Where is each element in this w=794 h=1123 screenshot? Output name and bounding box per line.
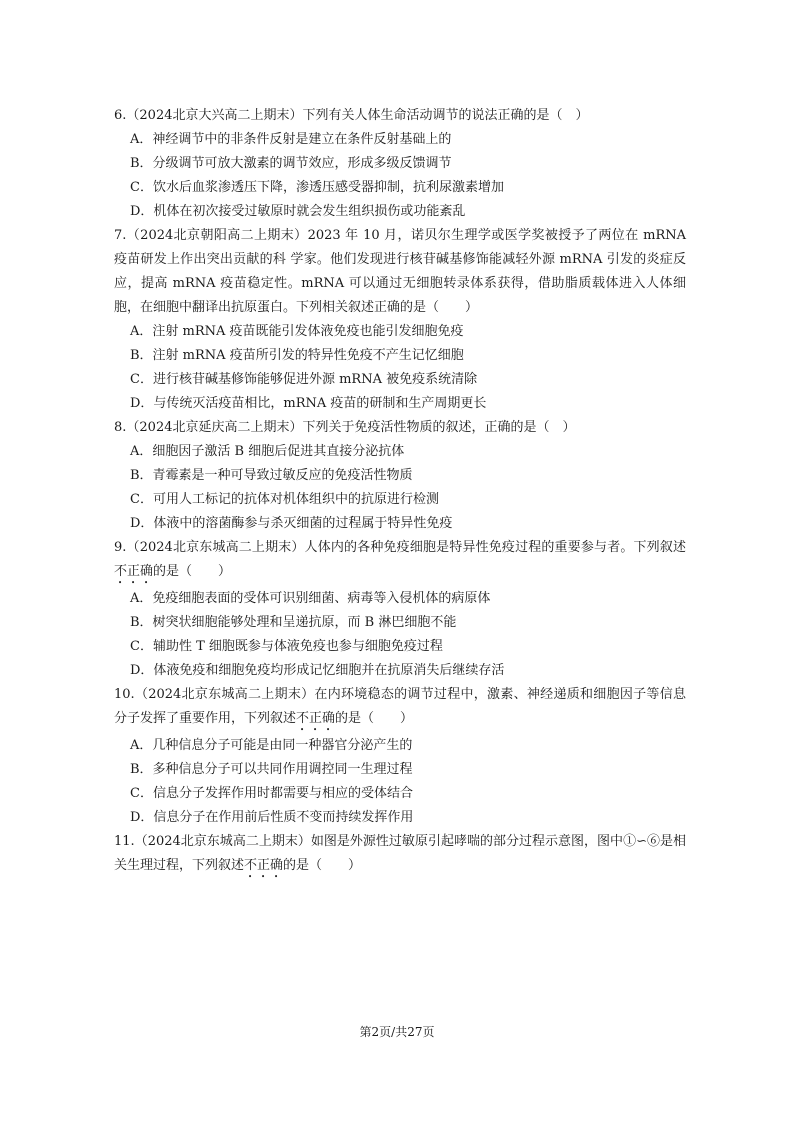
option-b: B．注射 mRNA 疫苗所引发的特异性免疫不产生记忆细胞 xyxy=(130,348,464,363)
stem-text: 11.（2024北京东城高二上期末）如图是外源性过敏原引起哮喘的部分过程示意图，图中①∽⑥是相关生理过程，下列叙述 xyxy=(114,834,686,873)
option-d: D．体液中的溶菌酶参与杀灭细菌的过程属于特异性免疫 xyxy=(130,516,453,531)
stem-text: 9.（2024北京东城高二上期末）人体内的各种免疫细胞是特异性免疫过程的重要参与者。下列叙述 xyxy=(114,540,686,555)
stem-tail: 的是（ ） xyxy=(335,711,414,726)
option-d: D．机体在初次接受过敏原时就会发生组织损伤或功能紊乱 xyxy=(130,204,466,219)
question-stem xyxy=(114,536,686,587)
question-6 xyxy=(114,104,686,224)
option-d: D．信息分子在作用前后性质不变而持续发挥作用 xyxy=(130,810,414,825)
option-b: B．多种信息分子可以共同作用调控同一生理过程 xyxy=(130,762,413,777)
question-stem xyxy=(114,830,686,881)
option-b: B．分级调节可放大激素的调节效应，形成多级反馈调节 xyxy=(130,156,452,171)
option-a: A．几种信息分子可能是由同一种器官分泌产生的 xyxy=(130,738,413,753)
option-c: C．饮水后血浆渗透压下降，渗透压感受器抑制，抗利尿激素增加 xyxy=(130,180,504,195)
question-stem: 6.（2024北京大兴高二上期末）下列有关人体生命活动调节的说法正确的是（ ） xyxy=(114,108,589,123)
question-stem xyxy=(114,683,686,734)
emphasis-not-correct: 不正确 xyxy=(114,564,154,579)
question-10 xyxy=(114,683,686,830)
question-8 xyxy=(114,416,686,536)
page-footer: 第2页/共27页 xyxy=(359,1025,435,1039)
option-c: C．信息分子发挥作用时都需要与相应的受体结合 xyxy=(130,786,413,801)
option-c: C．可用人工标记的抗体对机体组织中的抗原进行检测 xyxy=(130,492,439,507)
question-stem: 8.（2024北京延庆高二上期末）下列关于免疫活性物质的叙述，正确的是（ ） xyxy=(114,420,576,435)
option-d: D．与传统灭活疫苗相比，mRNA 疫苗的研制和生产周期更长 xyxy=(130,396,487,411)
question-11 xyxy=(114,830,686,881)
question-list xyxy=(114,104,686,881)
option-c: C．辅助性 T 细胞既参与体液免疫也参与细胞免疫过程 xyxy=(130,639,443,654)
option-b: B．青霉素是一种可导致过敏反应的免疫活性物质 xyxy=(130,468,413,483)
option-d: D．体液免疫和细胞免疫均形成记忆细胞并在抗原消失后继续存活 xyxy=(130,663,505,678)
emphasis-not-correct: 不正确 xyxy=(296,711,336,726)
option-b: B．树突状细胞能够处理和呈递抗原，而 B 淋巴细胞不能 xyxy=(130,615,457,630)
option-a: A．免疫细胞表面的受体可识别细菌、病毒等入侵机体的病原体 xyxy=(130,591,491,606)
question-9 xyxy=(114,536,686,683)
option-a: A．细胞因子激活 B 细胞后促进其直接分泌抗体 xyxy=(130,444,405,459)
option-a: A．注射 mRNA 疫苗既能引发体液免疫也能引发细胞免疫 xyxy=(130,324,464,339)
question-stem: 7.（2024北京朝阳高二上期末）2023 年 10 月，诺贝尔生理学或医学奖被授予了两位在 mRNA 疫苗研发上作出突出贡献的科 学家。他们发现进行核苷碱基修饰能减轻外源 mRNA 引发的炎症反应，提高 mRNA 疫苗稳定性。mRNA 可以通过无细胞转录体系获得，借助脂质载体进入人体细胞，在细胞中翻译出抗原蛋白。下列相关叙述正确的是（ ） xyxy=(114,228,686,315)
option-a: A．神经调节中的非条件反射是建立在条件反射基础上的 xyxy=(130,132,452,147)
stem-text: 10.（2024北京东城高二上期末）在内环境稳态的调节过程中，激素、神经递质和细胞因子等信息分子发挥了重要作用，下列叙述 xyxy=(114,687,686,726)
option-c: C．进行核苷碱基修饰能够促进外源 mRNA 被免疫系统清除 xyxy=(130,372,478,387)
emphasis-not-correct: 不正确 xyxy=(244,858,284,873)
stem-tail: 的是（ ） xyxy=(283,858,362,873)
stem-tail: 的是（ ） xyxy=(153,564,232,579)
question-7 xyxy=(114,224,686,416)
